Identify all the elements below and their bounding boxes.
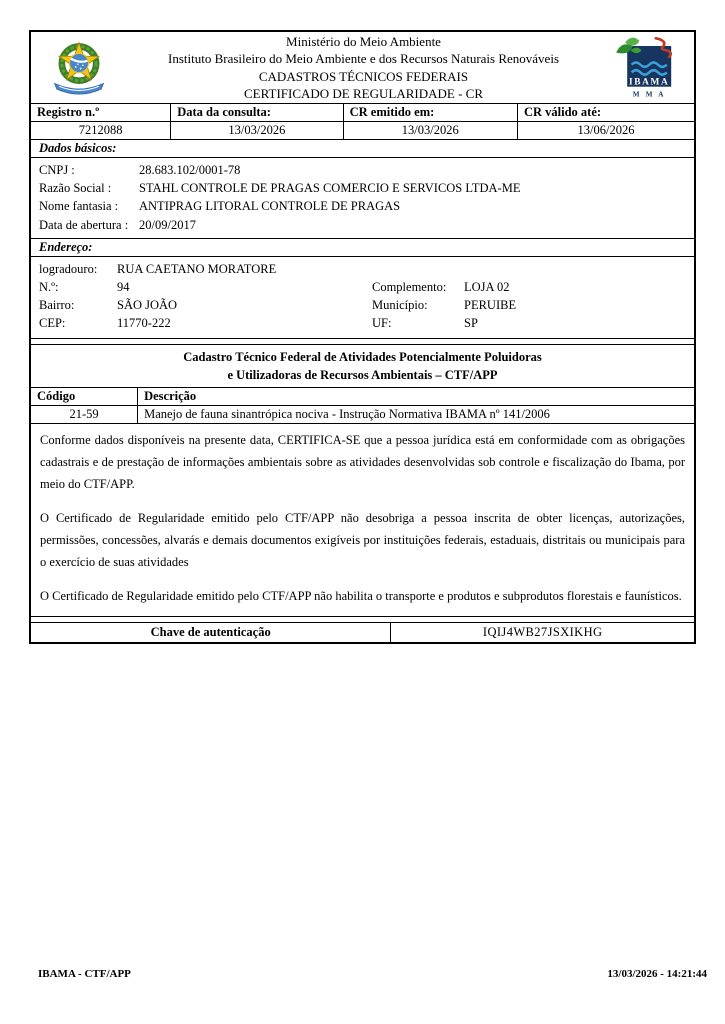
bairro-row [39,296,686,314]
data-abertura-label: Data de abertura : [39,217,129,232]
certification-paragraph-2: O Certificado de Regularidade emitido pelo CTF/APP não desobriga a pessoa inscrita de obter licenças, autorizações, permissões, concessões, alvarás e demais documentos exigíveis por instituições federais, estaduais, distritais ou municipais para o exercício de suas atividades [40,510,685,569]
ctf-app-title [31,344,694,387]
activity-description: Manejo de fauna sinantrópica nociva - Instrução Normativa IBAMA nº 141/2006 [137,406,694,423]
ctf-app-title-line1: Cadastro Técnico Federal de Atividades Potencialmente Poluidoras [183,349,542,364]
certificate-document [29,30,696,644]
cr-valid-value: 13/06/2026 [517,122,694,139]
nome-fantasia-value: ANTIPRAG LITORAL CONTROLE DE PRAGAS [139,199,401,214]
mma-logo-text: M M A [632,90,666,99]
empty-value [464,260,686,278]
ctf-app-header-row [31,387,694,405]
cnpj-row [39,161,686,179]
ctf-app-title-line2: e Utilizadoras de Recursos Ambientais – CTF/APP [227,367,498,382]
nome-fantasia-row [39,197,686,215]
authentication-key-label: Chave de autenticação [150,624,271,639]
brazil-coat-of-arms-logo [37,37,121,99]
uf-label: UF: [372,316,392,331]
registry-number-header: Registro n.º [37,105,100,119]
brazil-coat-of-arms-icon [43,37,115,99]
header-titles [121,33,606,103]
uf-value: SP [464,316,478,331]
registry-system-title: CADASTROS TÉCNICOS FEDERAIS [258,68,469,84]
bairro-label: Bairro: [39,298,75,313]
cr-issued-value: 13/03/2026 [343,122,517,139]
document-header [31,32,694,103]
basic-data-fields [31,157,694,238]
data-abertura-row [39,216,686,234]
cep-row [39,314,686,332]
consult-date-value: 13/03/2026 [170,122,342,139]
certification-text-block [31,423,694,616]
ibama-logo-text: IBAMA [628,77,670,87]
address-block [31,256,694,338]
municipio-value: PERUIBE [464,298,517,313]
institute-title: Instituto Brasileiro do Meio Ambiente e dos Recursos Naturais Renováveis [167,51,559,66]
cr-valid-header: CR válido até: [517,104,694,121]
registry-values-row [31,121,694,139]
numero-row [39,278,686,296]
document-title: CERTIFICADO DE REGULARIDADE - CR [244,86,483,101]
logradouro-row [39,260,686,278]
registry-header-row [31,103,694,121]
page-footer [0,968,725,980]
razao-social-value: STAHL CONTROLE DE PRAGAS COMERCIO E SERVICOS LTDA-ME [139,181,521,196]
complemento-value: LOJA 02 [464,280,510,295]
logradouro-label: logradouro: [39,261,98,276]
ministry-title: Ministério do Meio Ambiente [286,33,441,49]
ctf-app-activity-row [31,405,694,423]
empty-label [372,260,464,278]
description-column-header: Descrição [137,388,694,405]
cnpj-label: CNPJ : [39,163,75,177]
registry-number-value: 7212088 [78,123,123,137]
ibama-mma-icon [614,36,680,100]
code-column-header: Código [37,388,76,403]
razao-social-row [39,179,686,197]
activity-code: 21-59 [69,406,99,421]
basic-data-section-title: Dados básicos: [31,139,694,157]
municipio-label: Município: [372,298,428,313]
authentication-row [31,622,694,642]
ibama-logo [606,36,688,100]
certification-paragraph-3: O Certificado de Regularidade emitido pelo CTF/APP não habilita o transporte e produtos e subprodutos florestais e faunísticos. [40,588,682,603]
footer-system-label: IBAMA - CTF/APP [38,968,131,980]
razao-social-label: Razão Social : [39,181,112,196]
authentication-key-value: IQIJ4WB27JSXIKHG [390,623,694,642]
bairro-value: SÃO JOÃO [117,298,178,313]
logradouro-value: RUA CAETANO MORATORE [117,261,277,276]
consult-date-header: Data da consulta: [170,104,342,121]
nome-fantasia-label: Nome fantasia : [39,199,119,214]
data-abertura-value: 20/09/2017 [139,217,196,232]
cep-value: 11770-222 [117,316,171,331]
address-section-title: Endereço: [31,238,694,256]
complemento-label: Complemento: [372,280,447,295]
footer-timestamp: 13/03/2026 - 14:21:44 [607,968,707,980]
cep-label: CEP: [39,316,66,331]
certification-paragraph-1: Conforme dados disponíveis na presente data, CERTIFICA-SE que a pessoa jurídica está em conformidade com as obrigações cadastrais e de prestação de informações ambientais sobre as atividades desenvolvidas sob controle e fiscalização do Ibama, por meio do CTF/APP. [40,432,685,491]
cr-issued-header: CR emitido em: [343,104,517,121]
numero-value: 94 [117,280,130,295]
numero-label: N.º: [39,280,59,295]
cnpj-value: 28.683.102/0001-78 [139,163,241,177]
